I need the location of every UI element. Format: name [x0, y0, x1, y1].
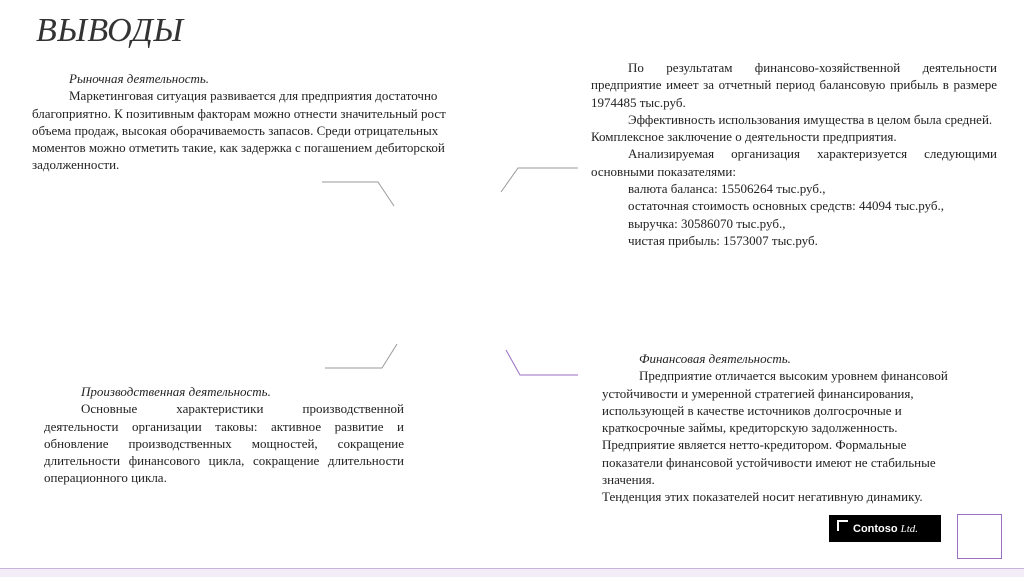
connector-top-right [501, 168, 578, 192]
financial-results-p3: Комплексное заключение о деятельности предприятия. [591, 129, 897, 145]
financial-heading: Финансовая деятельность. [639, 351, 791, 366]
financial-text-2: Тенденция этих показателей носит негативную динамику. [602, 489, 923, 505]
decorative-square [957, 514, 1002, 559]
production-activity-block [44, 383, 404, 487]
financial-results-p4: Анализируемая организация характеризуется следующими основными показателями: [591, 146, 997, 179]
connector-bottom-right [506, 350, 578, 375]
logo-corner-icon [837, 520, 848, 531]
indicator-item: остаточная стоимость основных средств: 44094 тыс.руб., [628, 198, 944, 214]
logo-suffix: Ltd. [900, 522, 919, 535]
financial-results-p1: По результатам финансово-хозяйственной деятельности предприятие имеет за отчетный период балансовую прибыль в размере 1974485 тыс.руб. [591, 60, 997, 110]
slide-title: ВЫВОДЫ [36, 12, 184, 49]
contoso-logo [829, 515, 941, 542]
indicator-item: валюта баланса: 15506264 тыс.руб., [628, 181, 826, 197]
market-activity-block [32, 70, 472, 174]
market-heading: Рыночная деятельность. [69, 71, 210, 86]
financial-results-p2: Эффективность использования имущества в целом была средней. [628, 111, 993, 127]
financial-results-block [591, 59, 997, 249]
connector-bottom-left [325, 344, 397, 368]
financial-activity-block [602, 350, 962, 506]
logo-name: Contoso [853, 522, 898, 535]
market-text: Маркетинговая ситуация развивается для предприятия достаточно благоприятно. К позитивным факторам можно отнести значительный рост объема продаж, высокая оборачиваемость запасов. Среди отрицательных моментов можно отметить такие, как задержка с погашением дебиторской задолженности. [32, 88, 446, 173]
production-text: Основные характеристики производственной деятельности организации таковы: активное развитие и обновление производственных мощностей, сокращение длительности финансового цикла, сокращение длительности операционного цикла. [44, 401, 404, 486]
production-heading: Производственная деятельность. [81, 384, 271, 399]
connector-top-left [322, 182, 394, 206]
financial-text: Предприятие отличается высоким уровнем финансовой устойчивости и умеренной стратегией финансирования, использующей в качестве источников долгосрочные и краткосрочные займы, кредиторскую задолженность. Предприятие является нетто-кредитором. Формальные показатели финансовой устойчивости имеют не стабильные значения. [602, 368, 948, 488]
indicator-item: выручка: 30586070 тыс.руб., [628, 215, 786, 231]
indicator-item: чистая прибыль: 1573007 тыс.руб. [628, 232, 818, 248]
